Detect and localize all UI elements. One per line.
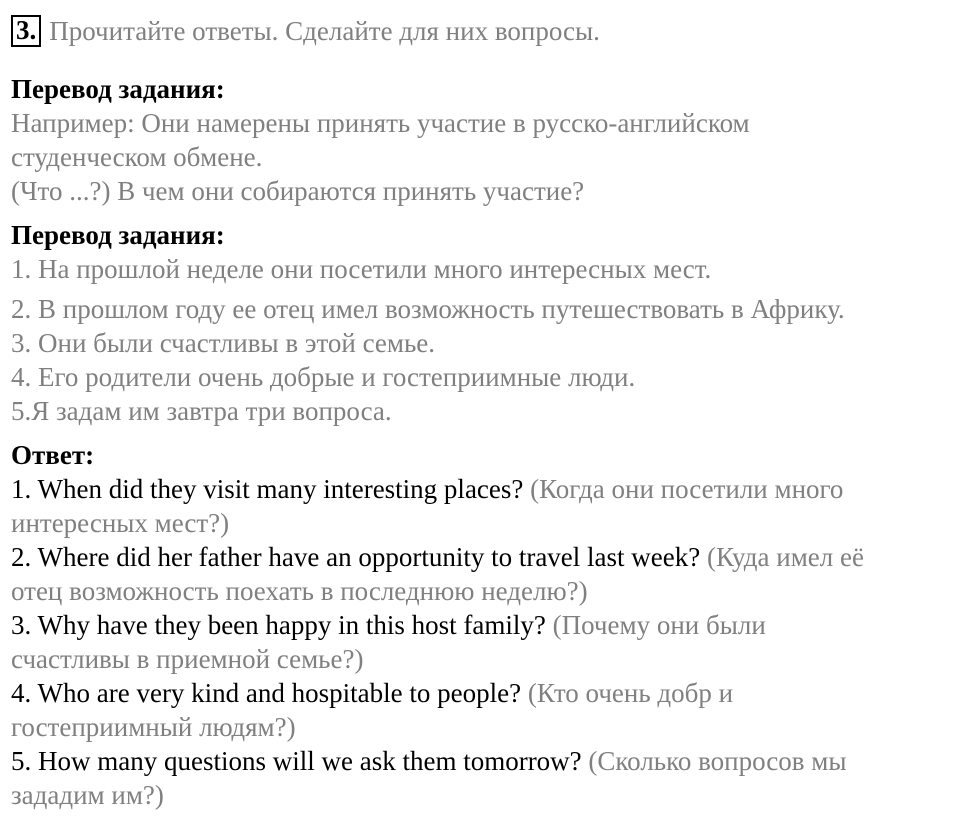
answer-item (11, 472, 960, 506)
task-instruction: Прочитайте ответы. Сделайте для них вопросы. (49, 16, 600, 46)
answer-section (11, 438, 960, 812)
example-line: студенческом обмене. (11, 142, 263, 172)
answer-english: 1. When did they visit many interesting places? (11, 474, 524, 504)
translation-item: 3. Они были счастливы в этой семье. (11, 328, 436, 358)
answer-russian-continued: интересных мест?) (11, 508, 230, 538)
translation-item: 2. В прошлом году ее отец имел возможность путешествовать в Африку. (11, 294, 845, 324)
example-line: Например: Они намерены принять участие в русско-английском (11, 108, 750, 138)
answer-item (11, 676, 960, 710)
translation-item: 4. Его родители очень добрые и гостеприимные люди. (11, 362, 636, 392)
answer-heading: Ответ: (11, 440, 95, 470)
answer-russian: (Сколько вопросов мы (581, 746, 847, 776)
translation-heading: Перевод задания: (11, 220, 225, 250)
translation-item: 1. На прошлой неделе они посетили много интересных мест. (11, 254, 712, 284)
answer-russian-continued: гостеприимный людям?) (11, 712, 296, 742)
answer-russian: (Куда имел её (700, 542, 864, 572)
answer-english: 5. How many questions will we ask them tomorrow? (11, 746, 582, 776)
translation-item: 5.Я задам им завтра три вопроса. (11, 396, 392, 426)
answer-item (11, 744, 960, 778)
task-header (11, 12, 960, 50)
example-heading: Перевод задания: (11, 74, 225, 104)
answer-english: 4. Who are very kind and hospitable to people? (11, 678, 522, 708)
answer-english: 3. Why have they been happy in this host family? (11, 610, 546, 640)
answer-russian: (Почему они были (545, 610, 766, 640)
answer-russian-continued: счастливы в приемной семье?) (11, 644, 364, 674)
section-spacer (11, 208, 960, 218)
translation-section (11, 218, 960, 428)
answer-russian-continued: отец возможность поехать в последнюю неделю?) (11, 576, 588, 606)
example-section (11, 72, 960, 208)
answer-russian: (Когда они посетили много (523, 474, 844, 504)
section-spacer (11, 428, 960, 438)
answer-item (11, 540, 960, 574)
answer-item (11, 608, 960, 642)
example-line: (Что ...?) В чем они собираются принять участие? (11, 176, 585, 206)
answer-russian: (Кто очень добр и (521, 678, 734, 708)
task-number-box: 3. (11, 15, 41, 47)
answer-russian-continued: зададим им?) (11, 780, 164, 810)
answer-english: 2. Where did her father have an opportunity to travel last week? (11, 542, 701, 572)
